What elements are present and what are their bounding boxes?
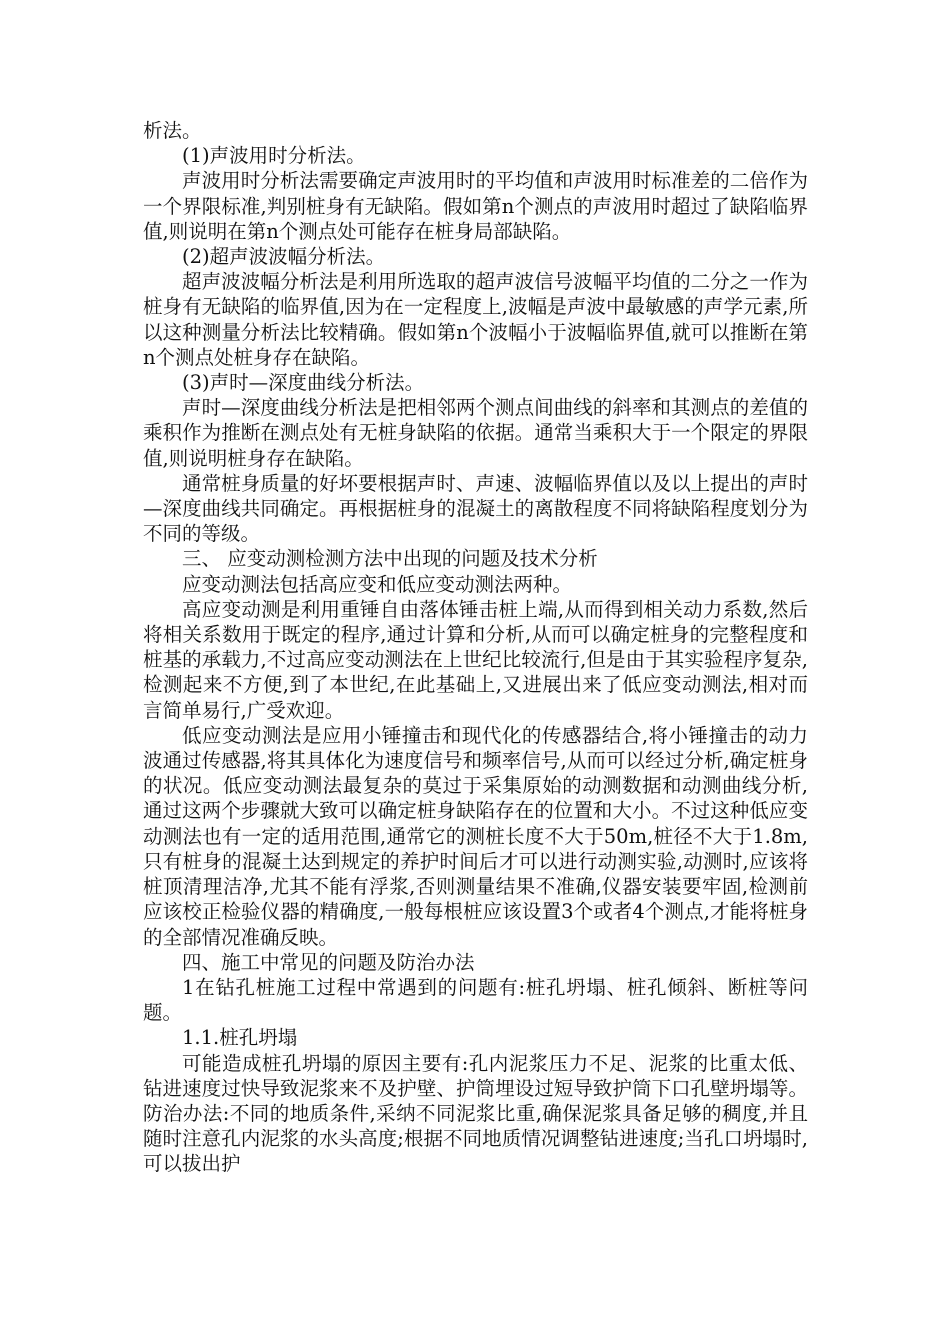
- subheading-hole-collapse: 1.1.桩孔坍塌: [182, 1026, 298, 1050]
- paragraph-amplitude-analysis: 超声波波幅分析法是利用所选取的超声波信号波幅平均值的二分之一作为桩身有无缺陷的临界值,因为在一定程度上,波幅是声波中最敏感的声学元素,所以这种测量分析法比较精确。假如第n个波幅小于波幅临界值,就可以推断在第n个测点处桩身存在缺陷。: [143, 270, 808, 369]
- paragraph-strain-methods: 应变动测法包括高应变和低应变动测法两种。: [182, 572, 573, 596]
- paragraph-depth-curve-analysis: 声时—深度曲线分析法是把相邻两个测点间曲线的斜率和其测点的差值的乘积作为推断在测点处有无桩身缺陷的依据。通常当乘积大于一个限定的界限值,则说明桩身存在缺陷。: [143, 396, 808, 470]
- document-page: [143, 118, 808, 1177]
- section-heading-4: 四、施工中常见的问题及防治办法: [182, 950, 475, 974]
- paragraph-quality-grading: 通常桩身质量的好坏要根据声时、声速、波幅临界值以及以上提出的声时—深度曲线共同确定。再根据桩身的混凝土的离散程度不同将缺陷程度划分为不同的等级。: [143, 471, 808, 546]
- paragraph-sound-time-analysis: 声波用时分析法需要确定声波用时的平均值和声波用时标准差的二倍作为一个界限标准,判别桩身有无缺陷。假如第n个测点的声波用时超过了缺陷临界值,则说明在第n个测点处可能存在桩身局部缺陷。: [143, 169, 808, 243]
- subheading-amplitude-analysis: (2)超声波波幅分析法。: [182, 245, 386, 269]
- paragraph-low-strain: 低应变动测法是应用小锤撞击和现代化的传感器结合,将小锤撞击的动力波通过传感器,将其具体化为速度信号和频率信号,从而可以经过分析,确定桩身的状况。低应变动测法最复杂的莫过于采集原始的动测数据和动测曲线分析,通过这两个步骤就大致可以确定桩身缺陷存在的位置和大小。不过这种低应变动测法也有一定的适用范围,通常它的测桩长度不大于50m,桩径不大于1.8m,只有桩身的混凝土达到规定的养护时间后才可以进行动测实验,动测时,应该将桩顶清理洁净,尤其不能有浮浆,否则测量结果不准确,仪器安装要牢固,检测前应该校正检验仪器的精确度,一般每根桩应该设置3个或者4个测点,才能将桩身的全部情况准确反映。: [143, 723, 808, 949]
- paragraph-common-problems: 1在钻孔桩施工过程中常遇到的问题有:桩孔坍塌、桩孔倾斜、断桩等问题。: [143, 975, 808, 1025]
- subheading-sound-time-analysis: (1)声波用时分析法。: [182, 144, 366, 168]
- paragraph-continuation: 析法。: [143, 119, 202, 142]
- paragraph-hole-collapse: 可能造成桩孔坍塌的原因主要有:孔内泥浆压力不足、泥浆的比重太低、钻进速度过快导致泥浆来不及护壁、护筒埋设过短导致护筒下口孔壁坍塌等。防治办法:不同的地质条件,采纳不同泥浆比重,确保泥浆具备足够的稠度,并且随时注意孔内泥浆的水头高度;根据不同地质情况调整钻进速度;当孔口坍塌时,可以拔出护: [143, 1051, 808, 1176]
- section-heading-3: 三、 应变动测检测方法中出现的问题及技术分析: [182, 547, 598, 571]
- paragraph-high-strain: 高应变动测是利用重锤自由落体锤击桩上端,从而得到相关动力系数,然后将相关系数用于既定的程序,通过计算和分析,从而可以确定桩身的完整程度和桩基的承载力,不过高应变动测法在上世纪比较流行,但是由于其实验程序复杂,检测起来不方便,到了本世纪,在此基础上,又进展出来了低应变动测法,相对而言简单易行,广受欢迎。: [143, 597, 808, 722]
- subheading-depth-curve-analysis: (3)声时—深度曲线分析法。: [182, 371, 425, 395]
